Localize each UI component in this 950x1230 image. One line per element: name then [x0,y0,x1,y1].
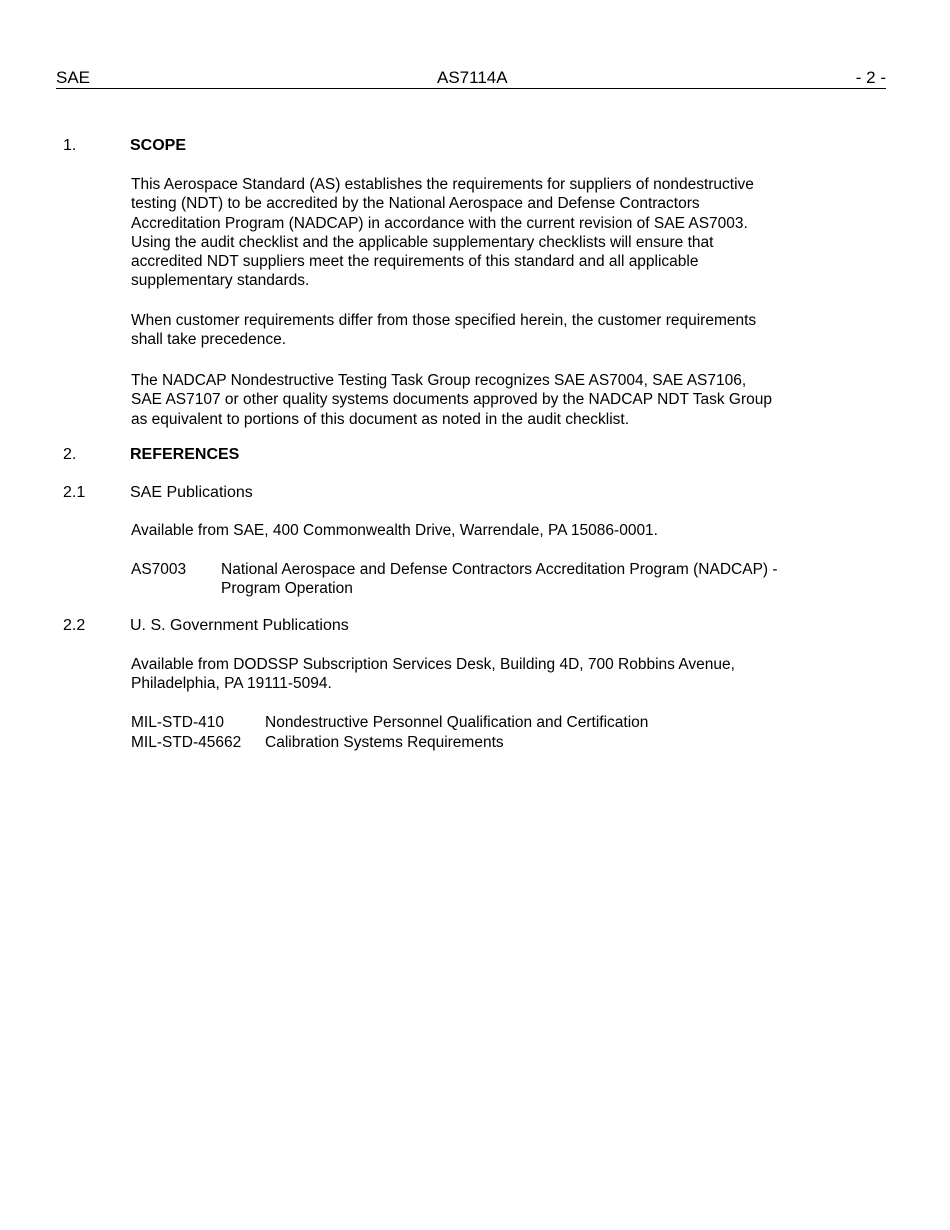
section-1-number: 1. [63,137,77,154]
section-1-title: SCOPE [130,137,187,154]
header-organization: SAE [56,68,91,87]
page-header [56,68,886,89]
ref-code: MIL-STD-45662 [131,734,242,751]
ref-code: MIL-STD-410 [131,714,225,731]
ref-description: Nondestructive Personnel Qualification and Certification [265,714,649,731]
ref-code: AS7003 [131,561,187,578]
subsection-2-1-title: SAE Publications [130,484,253,501]
header-page-number: - 2 - [855,68,886,87]
scope-paragraph-3: The NADCAP Nondestructive Testing Task Group recognizes SAE AS7004, SAE AS7106, SAE AS7107 or other quality systems documents approved by the NADCAP NDT Task Group as equivalent to portions of this document as noted in the audit checklist. [131,372,772,428]
scope-paragraph-2: When customer requirements differ from those specified herein, the customer requirements shall take precedence. [131,312,757,349]
scope-paragraph-1: This Aerospace Standard (AS) establishes the requirements for suppliers of nondestructive testing (NDT) to be accredited by the National Aerospace and Defense Contractors Accreditation Program (NADCAP) in accordance with the current revision of SAE AS7003. Using the audit checklist and the applicable supplementary checklists will ensure that accredited NDT suppliers meet the requirements of this standard and all applicable supplementary standards. [131,176,754,290]
ref-description: National Aerospace and Defense Contractors Accreditation Program (NADCAP) - Program Operation [221,561,778,598]
section-2-number: 2. [63,446,77,463]
subsection-2-2-title: U. S. Government Publications [130,617,349,634]
subsection-2-1-number: 2.1 [63,484,86,501]
header-document-id: AS7114A [437,68,508,87]
section-2-title: REFERENCES [130,446,240,463]
dodssp-availability: Available from DODSSP Subscription Services Desk, Building 4D, 700 Robbins Avenue, Philadelphia, PA 19111-5094. [131,656,735,693]
subsection-2-2-number: 2.2 [63,617,86,634]
sae-availability: Available from SAE, 400 Commonwealth Drive, Warrendale, PA 15086-0001. [131,522,658,539]
ref-description: Calibration Systems Requirements [265,734,504,751]
